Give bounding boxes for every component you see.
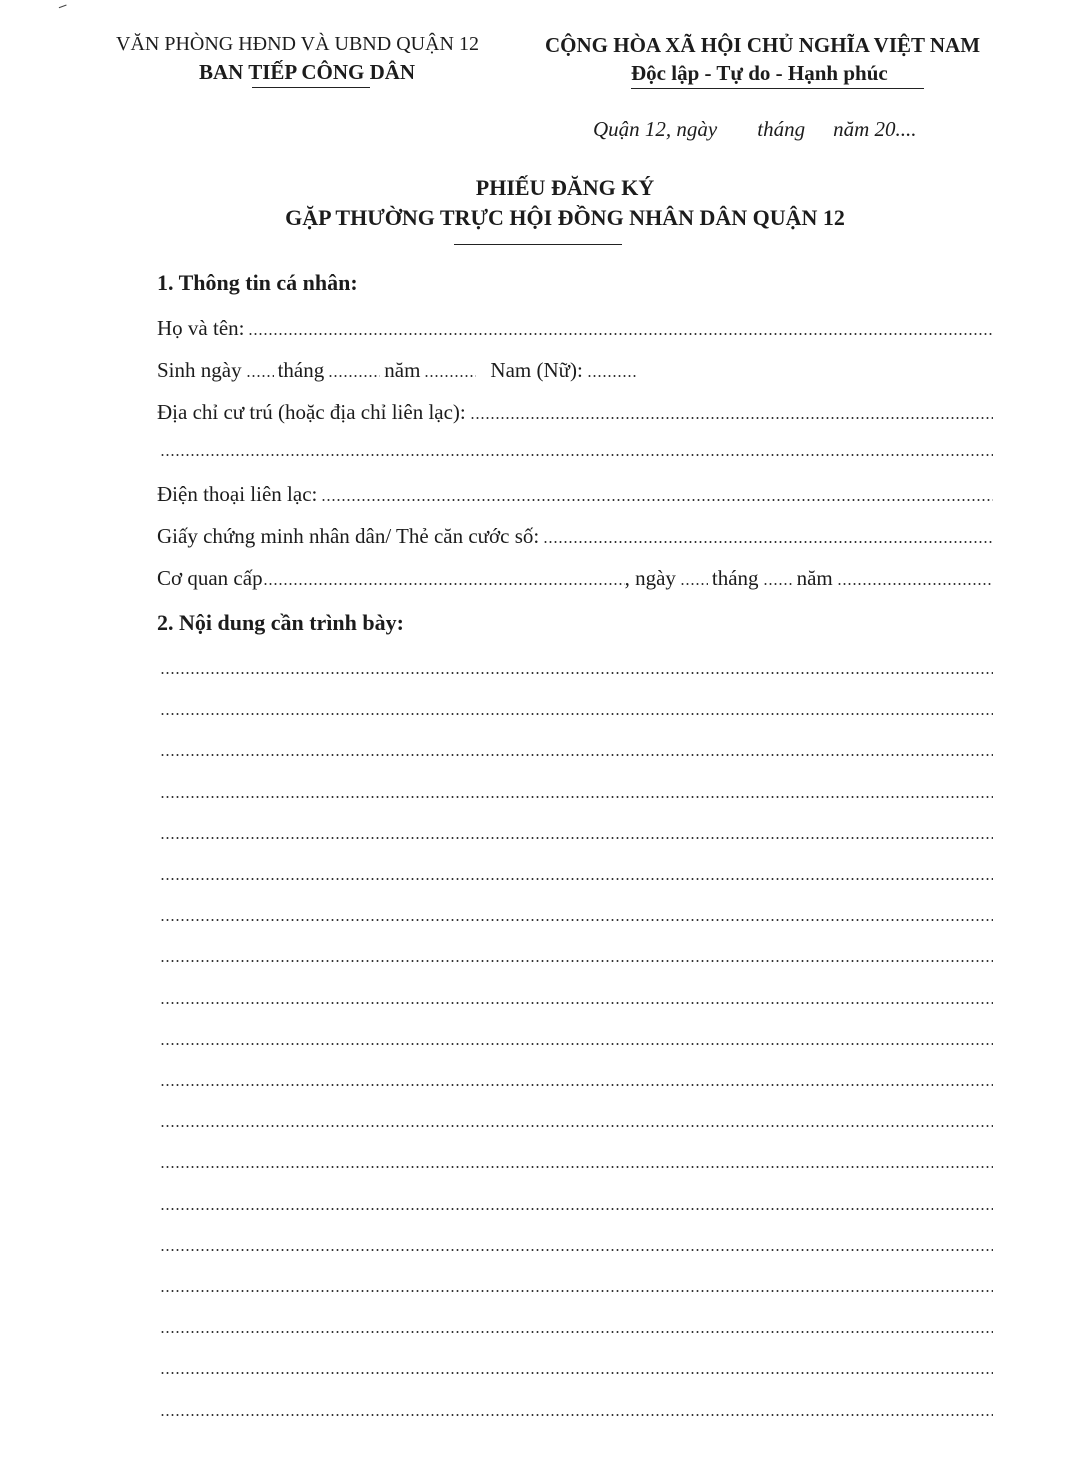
- motto-underline: [631, 88, 924, 89]
- content-line[interactable]: [160, 878, 993, 880]
- id-number-label: Giấy chứng minh nhân dân/ Thẻ căn cước số:: [157, 524, 540, 548]
- content-line[interactable]: [160, 713, 993, 715]
- dob-year-blank[interactable]: [424, 375, 476, 377]
- content-line[interactable]: [160, 837, 993, 839]
- date-year: năm 20....: [833, 117, 917, 141]
- form-subtitle: GẶP THƯỜNG TRỰC HỘI ĐỒNG NHÂN DÂN QUẬN 12: [285, 205, 845, 230]
- content-line[interactable]: [160, 1002, 993, 1004]
- content-line[interactable]: [160, 1331, 993, 1333]
- address-field[interactable]: [157, 394, 993, 424]
- phone-blank[interactable]: [321, 499, 993, 501]
- issuer-blank[interactable]: [263, 583, 625, 585]
- date-month: tháng: [757, 117, 806, 141]
- content-line[interactable]: [160, 1166, 993, 1168]
- gender-label: Nam (Nữ):: [490, 358, 583, 382]
- scan-mark: [57, 1, 66, 8]
- dob-year-label: năm: [384, 358, 421, 382]
- national-title: CỘNG HÒA XÃ HỘI CHỦ NGHĨA VIỆT NAM: [545, 33, 981, 57]
- dob-month-blank[interactable]: [328, 375, 380, 377]
- content-line[interactable]: [160, 1125, 993, 1127]
- dob-month-label: tháng: [277, 358, 325, 382]
- content-line[interactable]: [160, 1208, 993, 1210]
- content-line[interactable]: [160, 754, 993, 756]
- agency-name: VĂN PHÒNG HĐND VÀ UBND QUẬN 12: [116, 33, 479, 55]
- content-line[interactable]: [160, 796, 993, 798]
- full-name-field[interactable]: [157, 310, 993, 340]
- content-line[interactable]: [160, 1290, 993, 1292]
- issuer-row: [157, 560, 993, 590]
- full-name-label: Họ và tên:: [157, 316, 245, 340]
- section-content-heading: 2. Nội dung cần trình bày:: [157, 610, 404, 635]
- birth-date-row: [157, 352, 993, 382]
- id-number-blank[interactable]: [543, 541, 993, 543]
- issue-month-label: tháng: [711, 566, 759, 590]
- section-personal-info-heading: 1. Thông tin cá nhân:: [157, 270, 358, 295]
- content-line[interactable]: [160, 672, 993, 674]
- issue-year-blank[interactable]: [837, 583, 993, 585]
- date-place-day: Quận 12, ngày: [593, 117, 718, 141]
- phone-field[interactable]: [157, 476, 993, 506]
- content-line[interactable]: [160, 1249, 993, 1251]
- address-blank[interactable]: [470, 417, 993, 419]
- department-underline: [252, 87, 370, 88]
- content-line[interactable]: [160, 960, 993, 962]
- content-line[interactable]: [160, 1043, 993, 1045]
- issue-day-blank[interactable]: [680, 583, 708, 585]
- national-motto: Độc lập - Tự do - Hạnh phúc: [631, 61, 888, 85]
- department-name: BAN TIẾP CÔNG DÂN: [199, 60, 416, 84]
- gender-blank[interactable]: [587, 375, 637, 377]
- content-line[interactable]: [160, 919, 993, 921]
- dob-day-blank[interactable]: [246, 375, 274, 377]
- address-continuation-line[interactable]: [160, 454, 993, 456]
- issuer-label: Cơ quan cấp: [157, 566, 263, 590]
- issue-day-label: , ngày: [624, 566, 676, 590]
- form-title: PHIẾU ĐĂNG KÝ: [475, 175, 655, 200]
- id-number-field[interactable]: [157, 518, 993, 548]
- issue-year-label: năm: [796, 566, 833, 590]
- content-line[interactable]: [160, 1414, 993, 1416]
- dob-day-label: Sinh ngày: [157, 358, 242, 382]
- title-underline: [454, 244, 622, 245]
- content-line[interactable]: [160, 1084, 993, 1086]
- date-line: [593, 117, 917, 142]
- full-name-blank[interactable]: [248, 333, 993, 335]
- issue-month-blank[interactable]: [763, 583, 793, 585]
- phone-label: Điện thoại liên lạc:: [157, 482, 318, 506]
- address-label: Địa chỉ cư trú (hoặc địa chỉ liên lạc):: [157, 400, 466, 424]
- content-line[interactable]: [160, 1372, 993, 1374]
